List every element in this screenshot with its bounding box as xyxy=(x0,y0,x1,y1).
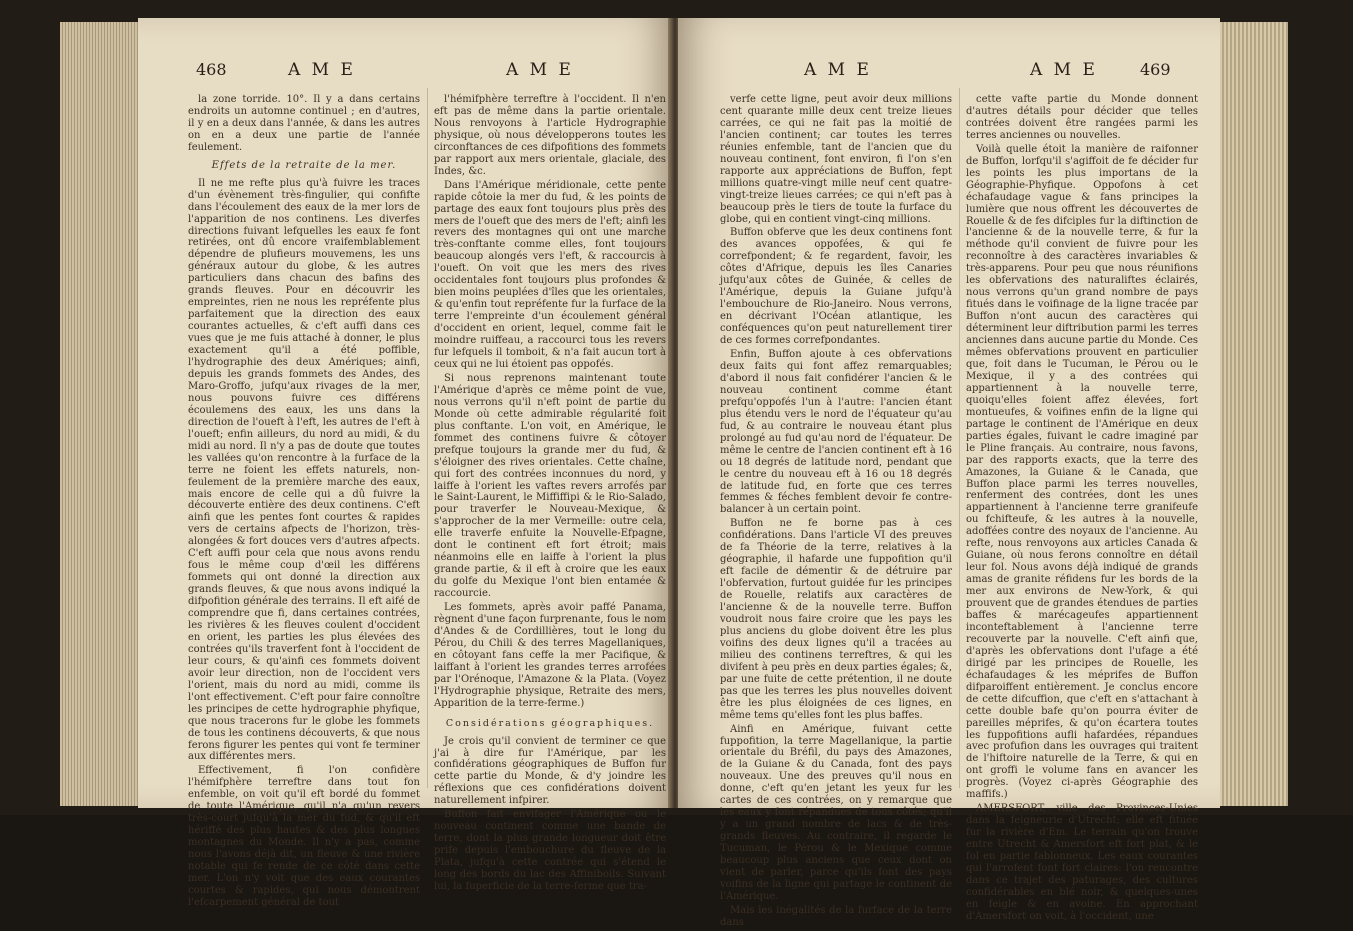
paragraph: la zone torride. 10°. Il y a dans certains endroits un automne continuel ; en d'autres, il y en a deux dans l'année, & dans les autres on en a deux une partie de l'année feulement. xyxy=(188,94,420,153)
running-head-left: A M E xyxy=(804,60,872,80)
paragraph: Buffon ne fe borne pas à ces confidérations. Dans l'article VI des preuves de fa Théorie de la terre, relatives à la géographie, il hafarde une fuppofition qu'il eft facile de démentir & de détruire par l'obfervation, furtout guidée fur les principes de Rouelle, relatifs aux caractères de l'ancienne & de la nouvelle terre. Buffon voudroit nous faire croire que les pays les plus anciens du globe doivent être les plus voifins des deux lignes qu'il a tracées au milieu des continens terreftres, & qui les divifent à peu près en deux parties égales; &, par une fuite de cette prétention, il ne doute pas que les terres les plus nouvelles doivent être les plus éloignées de ces lignes, en même tems qu'elles font les plus baffes. xyxy=(720,518,952,721)
paragraph: Dans l'Amérique méridionale, cette pente rapide côtoie la mer du fud, & les points de partage des eaux font toujours plus près des mers de l'oueft que des mers de l'eft; ainfi les revers des montagnes qui ont une marche très-conftante comme elles, font toujours beaucoup alongés vers l'eft, & raccourcis à l'oueft. On voit que les mers des rives occidentales font toujours plus profondes & bien moins peuplées d'îles que les orientales, & qu'enfin tout repréfente fur la furface de la terre l'empreinte d'un écoulement général d'occident en orient, lequel, comme fait le moindre ruiffeau, a raccourci tous les revers fur lefquels il tomboit, & n'a fait aucun tort à ceux qui ne lui étoient pas oppofés. xyxy=(434,179,666,370)
paragraph: Les fommets, après avoir paffé Panama, règnent d'une façon furprenante, fous le nom d'Andes & de Cordillières, tout le long du Pérou, du Chili & des terres Magellaniques, en côtoyant fans ceffe la mer Pacifique, & laiffant à l'orient les grandes terres arrofées par l'Orénoque, l'Amazone & la Plata. (Voyez l'Hydrographie physique, Retraite des mers, Apparition de la terre-ferme.) xyxy=(434,602,666,709)
page-edges-left xyxy=(60,22,140,806)
paragraph: verfe cette ligne, peut avoir deux millions cent quarante mille deux cent treize lieues carrées, ce qui ne fait pas la moitié de l'ancien continent; car toutes les terres réunies enfemble, tant de l'ancien que du nouveau continent, font environ, fi l'on s'en rapporte aux appréciations de Buffon, fept millions quatre-vingt mille neuf cent quatre-vingt-treize lieues carrées; ce qui n'eft pas à beaucoup près le tiers de toute la furface du globe, qui en contient vingt-cinq millions. xyxy=(720,94,952,225)
column-1 xyxy=(720,94,952,931)
column-2 xyxy=(966,94,1198,925)
paragraph: Effectivement, fi l'on confidère l'hémifphère terreftre dans tout fon enfemble, on voit qu'il eft bordé du fommet de toute l'Amérique, qu'il n'a qu'un revers très-court jufqu'à la mer du fud, & qu'il eft hériffé des plus hautes & des plus longues montagnes du Monde. Il n'y a pas, comme nous l'avons déjà dit, un fleuve & une rivière notable qui fe rende de ce côté dans cette mer. L'on n'y voit que des eaux courantes courtes & rapides, qui nous démontrent l'efcarpement général de tout xyxy=(188,765,420,908)
paragraph: l'hémifphère terreftre à l'occident. Il n'en eft pas de même dans la partie orientale. Nous renvoyons à l'article Hydrographie physique, où nous développerons toutes les circonftances de ces difpofitions des fommets par rapport aux mers orientale, glaciale, des Indes, &c. xyxy=(434,94,666,177)
running-head-right: A M E xyxy=(1030,60,1098,80)
paragraph: Mais les inégalités de la furface de la terre dans xyxy=(720,904,952,928)
paragraph: Je crois qu'il convient de terminer ce que j'ai à dire fur l'Amérique, par les confidérations géographiques de Buffon fur cette partie du Monde, & d'y joindre les réflexions que ces confidérations doivent naturellement infpirer. xyxy=(434,735,666,807)
paragraph: Si nous reprenons maintenant toute l'Amérique d'après ce même point de vue, nous verrons qu'il n'eft point de partie du Monde où cette admirable régularité foit plus conftante. L'on voit, en Amérique, le fommet des continens fuivre & côtoyer prefque toujours la grande mer du fud, & s'éloigner des rives orientales. Cette chaîne, qui fort des contrées inconnues du nord, y laiffe à l'orient les vaftes revers arrofés par le Saint-Laurent, le Miffiffipi & le Rio-Salado, pour traverfer le Nouveau-Mexique, & s'approcher de la mer Vermeille: outre cela, elle traverfe enfuite la Nouvelle-Efpagne, dont le continent eft fort étroit; mais néanmoins elle en laiffe à l'orient la plus grande partie, & il eft à croire que les eaux du golfe du Mexique l'ont bien entamée & raccourcie. xyxy=(434,372,666,600)
paragraph: Il ne me refte plus qu'à fuivre les traces d'un évènement très-fingulier, qui confifte dans l'écoulement des eaux de la mer lors de l'apparition de nos continens. Les diverfes directions fuivant lefquelles les eaux fe font retirées, ont dû encore vraifemblablement dépendre de plufieurs mouvemens, les uns généraux autour du globe, & les autres particuliers dans chacun des bafins des grands fleuves. Pour en découvrir les empreintes, rien ne nous les repréfente plus parfaitement que la direction des eaux courantes actuelles, & c'eft auffi dans ces vues que je me fuis attaché à donner, le plus exactement qu'il a été poffible, l'hydrographie des deux Amériques; ainfi, depuis les grands fommets des Andes, des Maro-Groffo, jufqu'aux rivages de la mer, nous pouvons fuivre ces différens écoulemens des eaux, les uns dans la direction de l'oueft à l'eft, les autres de l'eft à l'oueft; enfin ailleurs, du nord au midi, & du midi au nord. Il n'y a pas de doute que toutes les vallées qu'on rencontre à la furface de la terre ne foient les effets naturels, non-feulement de la première marche des eaux, mais encore de celle qui a dû fuivre la découverte entière des deux continens. C'eft ainfi que les pentes font courtes & rapides vers de certains afpects de l'horizon, très-alongées & fort douces vers d'autres afpects. C'eft auffi pour cela que nous avons rendu fous le même coup d'œil les différens fommets qui ont donné la direction aux grands fleuves, & que nous avons indiqué la difpofition générale des terrains. Il eft aifé de comprendre que fi, dans certaines contrées, les rivières & les fleuves coulent d'occident en orient, les parties les plus élevées des contrées qu'ils traverfent font à l'occident de leur cours, & qu'ainfi ces fommets doivent avoir leur direction, non de l'occident vers l'orient, mais du nord au midi, comme ils l'ont effectivement. C'eft pour faire connoître les principes de cette hydrographie phyfique, que nous tracerons fur le globe les fommets de tous les continens découverts, & que nous ferons figurer les pentes qui vont fe terminer aux différentes mers. xyxy=(188,177,420,763)
right-page xyxy=(678,18,1220,928)
column-divider xyxy=(427,88,428,788)
running-head-right: A M E xyxy=(506,60,574,80)
section-heading: Effets de la retraite de la mer. xyxy=(211,159,397,171)
paragraph: Voilà quelle étoit la manière de raifonner de Buffon, lorfqu'il s'agiffoit de fe décider fur les points les plus importans de la Géographie-Phyfique. Oppofons à cet échafaudage vague & fans principes la lumière que nous offrent les découvertes de Rouelle & de fes difciples fur la diftinction de l'ancienne & de la nouvelle terre, & fur la méthode qu'il convient de fuivre pour les reconnoître à des caractères invariables & très-apparens. Pour peu que nous réunifions les obfervations des naturaliftes éclairés, nous verrons qu'un grand nombre de pays fitués dans le voifinage de la ligne tracée par Buffon n'ont aucun des caractères qui déterminent leur diftribution parmi les terres anciennes dans aucune partie du Monde. Ces mêmes obfervations prouvent en particulier que, foit dans le Tucuman, le Pérou ou le Mexique, il y a des contrées qui appartiennent à la nouvelle terre, quoiqu'elles foient affez élevées, fort montueufes, & voifines enfin de la ligne qui partage le continent de l'Amérique en deux parties égales, fuivant le cadre imaginé par le Pline français. Au contraire, nous favons, par des rapports exacts, que la terre des Amazones, la Guiane & le Canada, que Buffon place parmi les terres nouvelles, renferment des contrées, dont les unes appartiennent à l'ancienne terre granifeufe ou fchifteufe, & les autres à la nouvelle, adoffées contre des noyaux de l'ancienne. Au refte, nous renvoyons aux articles Canada & Guiane, où nous ferons connoître en détail leur fol. Nous avons déjà indiqué de grands amas de granite réfidens fur les bords de la mer aux environs de New-York, & qui prouvent que de grandes étendues de parties baffes & marécageufes appartiennent inconteftablement à l'ancienne terre recouverte par la nouvelle. C'eft ainfi que, d'après les obfervations dont l'ufage a été dirigé par les principes de Rouelle, les échafaudages & les méprifes de Buffon difparoiffent entièrement. Je conclus encore de cette difcuffion, que c'eft en s'attachant à cette double bafe qu'on pourra éviter de pareilles méprifes, & qu'on écartera toutes les fuppofitions aufli hafardées, répandues avec profufion dans les ouvrages qui traitent de l'hiftoire naturelle de la Terre, & qui en ont groffi le volume fans en avancer les progrès. (Voyez ci-après Géographie des maffifs.) xyxy=(966,143,1198,801)
paragraph: cette vafte partie du Monde donnent d'autres détails pour décider que telles contrées doivent être rangées parmi les terres anciennes ou nouvelles. xyxy=(966,94,1198,141)
section-heading: Considérations géographiques. xyxy=(445,717,655,729)
column-divider xyxy=(959,88,960,788)
paragraph: Ainfi en Amérique, fuivant cette fuppofition, la terre Magellanique, la partie orientale du Bréfil, du pays des Amazones, de la Guiane & du Canada, font des pays nouveaux. Une des preuves qu'il nous en donne, c'eft qu'en jetant les yeux fur les cartes de ces contrées, on y remarque que les eaux y font répandues de tous côtés; qu'il y a un grand nombre de lacs & de très-grands fleuves. Au contraire, il regarde le Tucuman, le Pérou & le Mexique comme beaucoup plus anciens que ceux dont on vient de parler, parce qu'ils font des pays voifins de la ligne qui partage le continent de l'Amérique. xyxy=(720,723,952,902)
paragraph: Buffon fait envifager l'Amérique ou le nouveau continent comme une bande de terre, dont la plus grande longueur doit être prife depuis l'embouchure du fleuve de la Plata, jufqu'à cette contrée qui s'étend le long des bords du lac des Affiniboils. Suivant lui, la fuperficie de la terre-ferme que tra- xyxy=(434,809,666,892)
column-1 xyxy=(188,94,420,911)
paragraph: Enfin, Buffon ajoute à ces obfervations deux faits qui font affez remarquables; d'abord il nous fait confidérer l'ancien & le nouveau continent comme étant prefqu'oppofés l'un à l'autre: l'ancien étant plus étendu vers le nord de l'équateur qu'au fud, & au contraire le nouveau étant plus prolongé au fud qu'au nord de l'équateur. De même le centre de l'ancien continent eft à 16 ou 18 degrés de latitude nord, pendant que le centre du nouveau eft à 16 ou 18 degrés de latitude fud, en forte que ces terres femmes & féches femblent devoir fe contre-balancer à un certain point. xyxy=(720,349,952,516)
running-head-left: A M E xyxy=(288,60,356,80)
column-2 xyxy=(434,94,666,895)
page-number: 469 xyxy=(1140,60,1171,79)
left-page xyxy=(138,18,672,908)
paragraph: AMERSFORT, ville des Provinces-Unies dans la feigneurie d'Utrecht; elle eft fituée fur la rivière d'Em. Le terrain qu'on trouve entre Utrecht & Amersfort eft fort plat, & le fol en partie fablonneux. Les eaux courantes qui l'arrofent font fort claires: l'on rencontre dans ce trajet des paturages, des cultures confidérables en blé noir, & quelques-unes en feigle & en avoine. En approchant d'Amersfort on voit, à l'occident, une xyxy=(966,803,1198,922)
page-number: 468 xyxy=(196,60,227,79)
paragraph: Buffon obferve que les deux continens font des avances oppofées, & qui fe correfpondent; & fe regardent, favoir, les côtes d'Afrique, depuis les îles Canaries jufqu'aux côtes de Guinée, & celles de l'Amérique, depuis la Guiane jufqu'à l'embouchure de Rio-Janeiro. Nous verrons, en décrivant l'Océan atlantique, les conféquences qu'on peut naturellement tirer de ces formes correfpondantes. xyxy=(720,227,952,347)
page-edges-right xyxy=(1218,22,1288,806)
